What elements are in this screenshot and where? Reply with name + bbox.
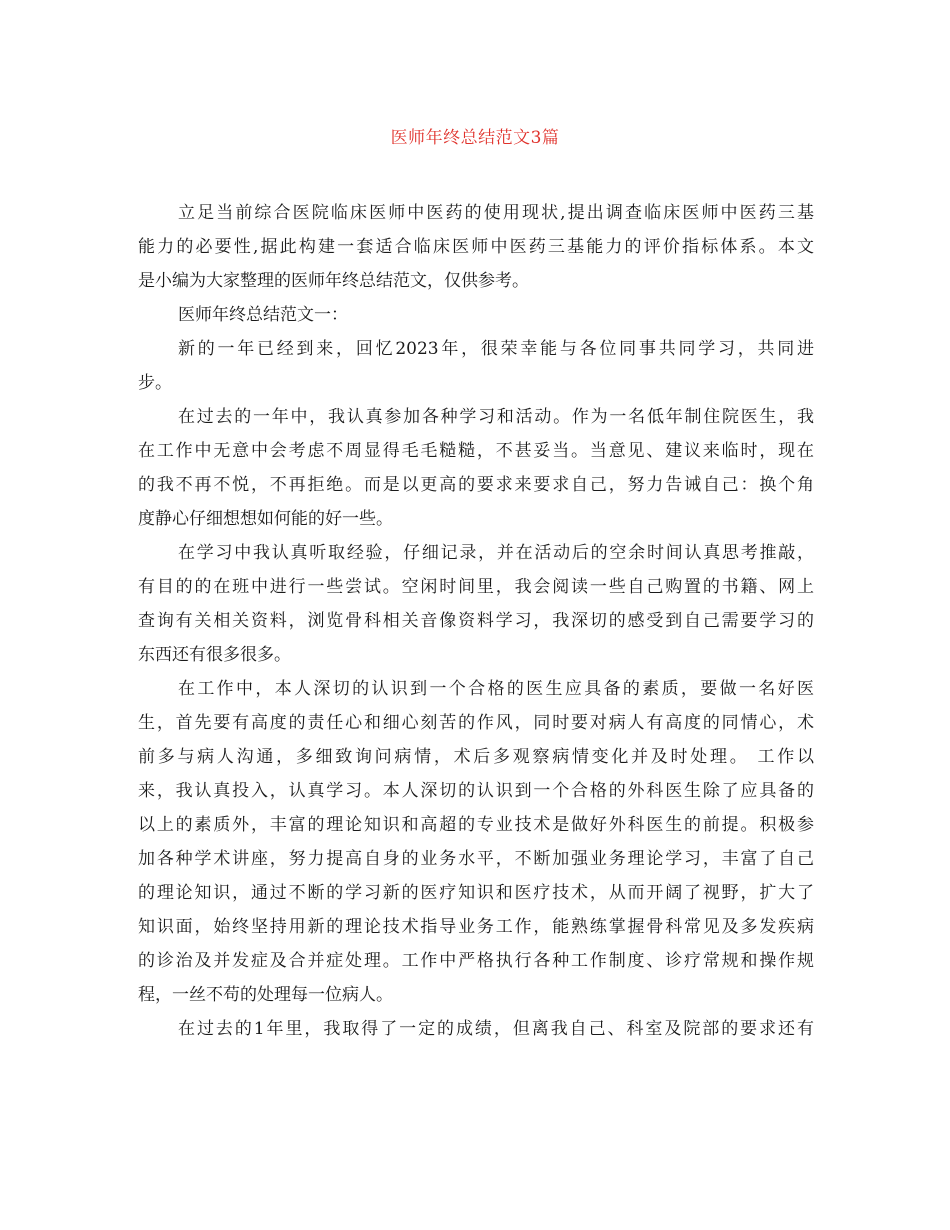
paragraph bbox=[138, 672, 814, 1012]
document-title: 医师年终总结范文3篇 bbox=[390, 128, 560, 148]
text-line: 医师年终总结范文一： bbox=[178, 305, 348, 325]
paragraph bbox=[138, 400, 814, 536]
text-line: 步。 bbox=[138, 373, 172, 393]
text-line: 在过去的一年中，我认真参加各种学习和活动。作为一名低年制住院医生，我 bbox=[178, 407, 814, 427]
text-line: 知识面，始终坚持用新的理论技术指导业务工作，能熟练掌握骨科常见及多发疾病 bbox=[138, 917, 814, 937]
text-line: 立足当前综合医院临床医师中医药的使用现状,提出调查临床医师中医药三基 bbox=[178, 203, 814, 223]
text-line: 来，我认真投入，认真学习。本人深切的认识到一个合格的外科医生除了应具备的 bbox=[138, 781, 814, 801]
text-line: 以上的素质外，丰富的理论知识和高超的专业技术是做好外科医生的前提。积极参 bbox=[138, 815, 814, 835]
text-line: 查询有关相关资料，浏览骨科相关音像资料学习，我深切的感受到自己需要学习的 bbox=[138, 611, 814, 631]
text-line: 的理论知识，通过不断的学习新的医疗知识和医疗技术，从而开阔了视野，扩大了 bbox=[138, 883, 814, 903]
text-line: 有目的的在班中进行一些尝试。空闲时间里，我会阅读一些自己购置的书籍、网上 bbox=[138, 577, 814, 597]
text-line: 度静心仔细想想如何能的好一些。 bbox=[138, 509, 393, 529]
section-heading bbox=[138, 298, 814, 332]
text-line: 东西还有很多很多。 bbox=[138, 645, 291, 665]
text-line: 程，一丝不苟的处理每一位病人。 bbox=[138, 985, 393, 1005]
text-line: 新的一年已经到来，回忆2023年，很荣幸能与各位同事共同学习，共同进 bbox=[178, 339, 814, 359]
document-body bbox=[138, 196, 814, 1046]
text-line: 前多与病人沟通，多细致询问病情，术后多观察病情变化并及时处理。 工作以 bbox=[138, 747, 814, 767]
text-line: 的我不再不悦，不再拒绝。而是以更高的要求来要求自己，努力告诫自己：换个角 bbox=[138, 475, 814, 495]
paragraph bbox=[138, 196, 814, 298]
text-line: 在工作中，本人深切的认识到一个合格的医生应具备的素质，要做一名好医 bbox=[178, 679, 814, 699]
paragraph bbox=[138, 332, 814, 400]
paragraph bbox=[138, 536, 814, 672]
text-line: 在学习中我认真听取经验，仔细记录，并在活动后的空余时间认真思考推敲， bbox=[178, 543, 814, 563]
text-line: 是小编为大家整理的医师年终总结范文，仅供参考。 bbox=[138, 271, 529, 291]
text-line: 在工作中无意中会考虑不周显得毛毛糙糙，不甚妥当。当意见、建议来临时，现在 bbox=[138, 441, 814, 461]
text-line: 在过去的1年里，我取得了一定的成绩，但离我自己、科室及院部的要求还有 bbox=[178, 1019, 814, 1039]
text-line: 加各种学术讲座，努力提高自身的业务水平，不断加强业务理论学习，丰富了自己 bbox=[138, 849, 814, 869]
text-line: 能力的必要性,据此构建一套适合临床医师中医药三基能力的评价指标体系。本文 bbox=[138, 237, 814, 257]
text-line: 生，首先要有高度的责任心和细心刻苦的作风，同时要对病人有高度的同情心，术 bbox=[138, 713, 814, 733]
paragraph bbox=[138, 1012, 814, 1046]
text-line: 的诊治及并发症及合并症处理。工作中严格执行各种工作制度、诊疗常规和操作规 bbox=[138, 951, 814, 971]
